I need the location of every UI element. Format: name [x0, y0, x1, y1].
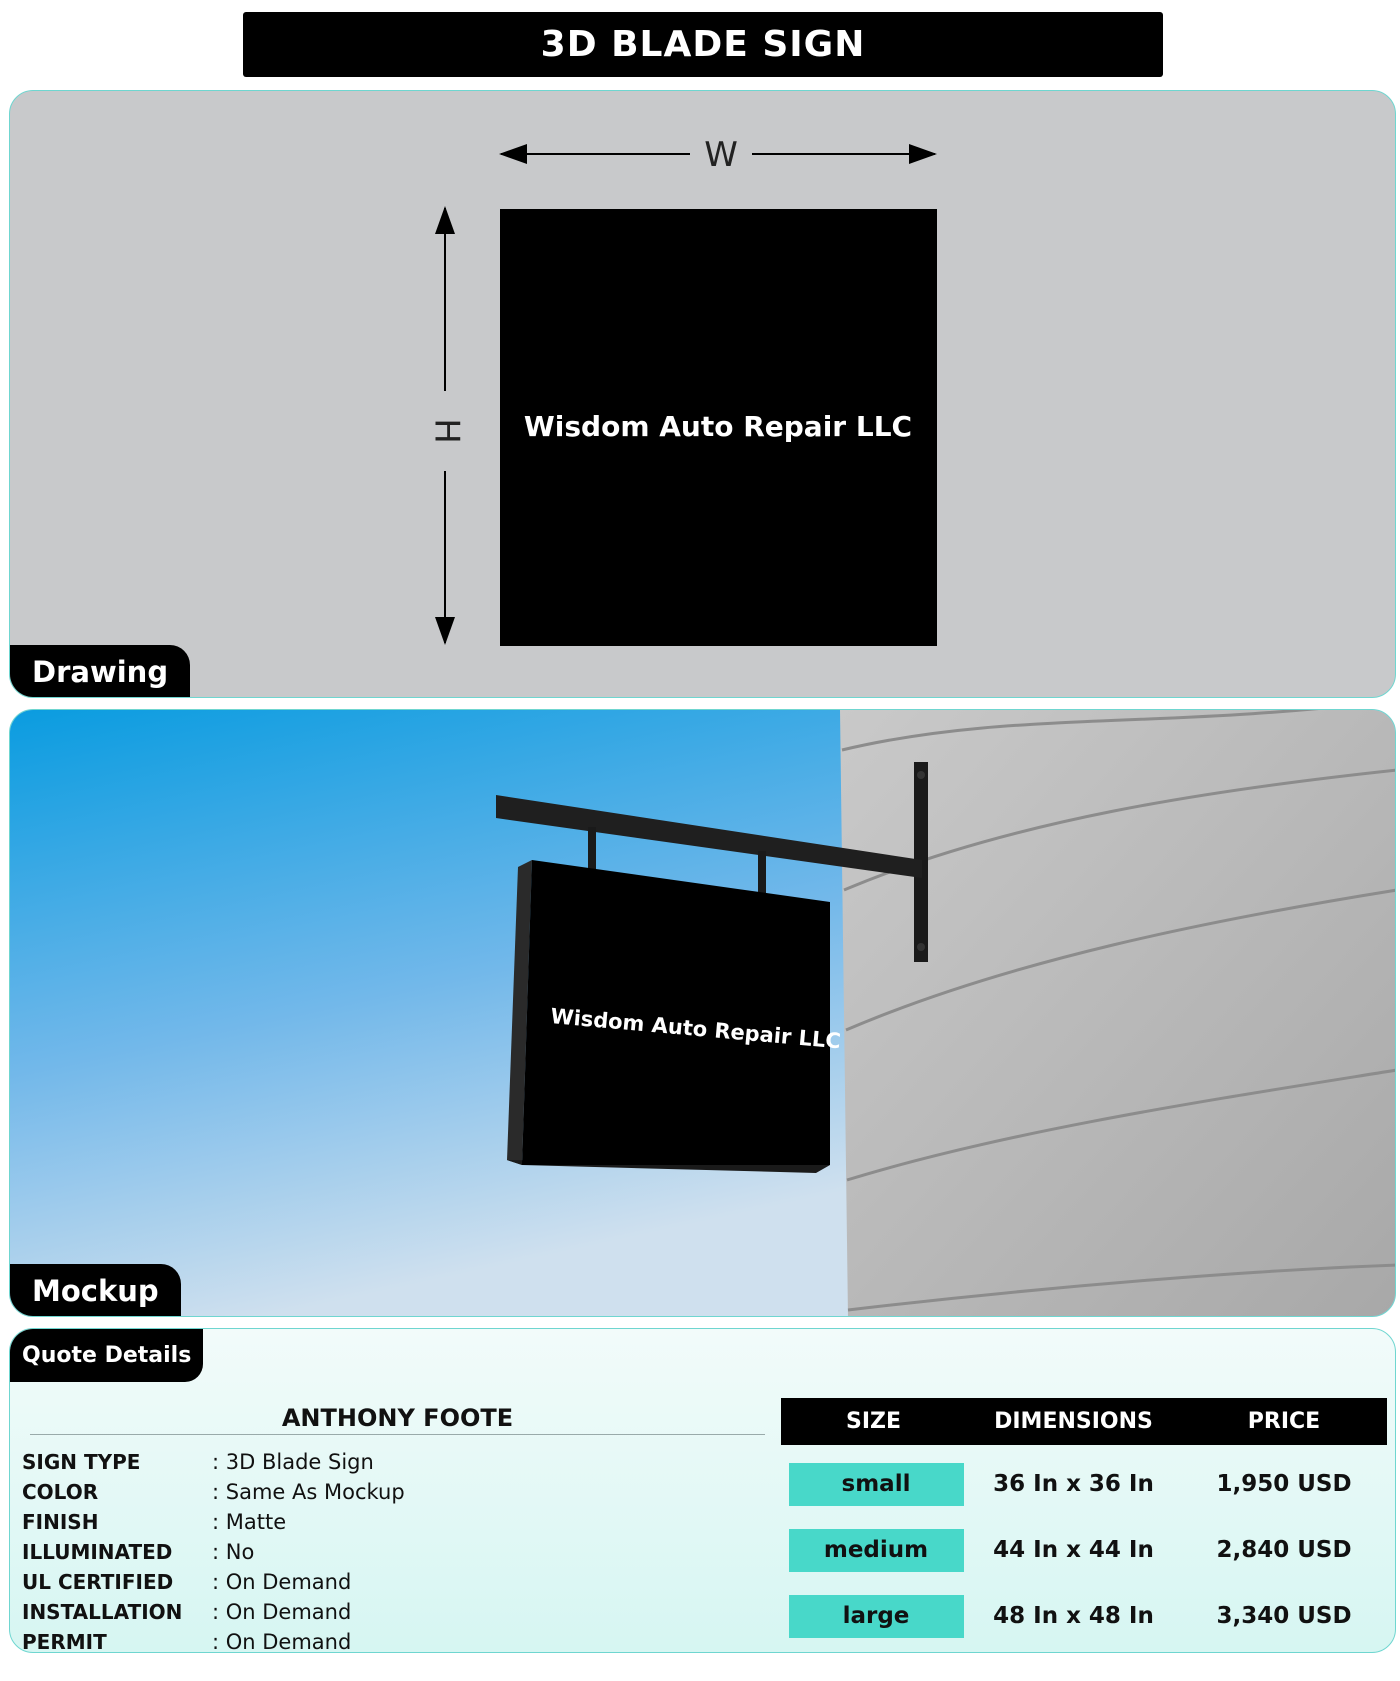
table-row [781, 1451, 1387, 1517]
spec-label: ILLUMINATED [22, 1540, 173, 1564]
spec-list [22, 1447, 405, 1653]
sign-mockup-text: Wisdom Auto Repair LLC [549, 1004, 842, 1054]
spec-value: : Same As Mockup [212, 1480, 405, 1504]
dimensions-cell: 36 In x 36 In [993, 1471, 1154, 1497]
dimension-drawing [10, 91, 1396, 698]
price-cell: 3,340 USD [1216, 1603, 1352, 1629]
spec-value: : On Demand [212, 1600, 352, 1624]
mockup-scene [10, 710, 1396, 1317]
spec-value: : No [212, 1540, 255, 1564]
quote-details-tab: Quote Details [10, 1329, 203, 1382]
price-table [781, 1398, 1387, 1649]
spec-value: : On Demand [212, 1570, 352, 1594]
spec-row [22, 1507, 405, 1537]
dimensions-cell: 44 In x 44 In [993, 1537, 1154, 1563]
spec-label: UL CERTIFIED [22, 1570, 174, 1594]
drawing-label: Drawing [10, 645, 190, 697]
spec-row [22, 1537, 405, 1567]
size-badge: medium [789, 1529, 964, 1572]
size-badge: large [789, 1595, 964, 1638]
spec-row [22, 1477, 405, 1507]
header-price: PRICE [1247, 1409, 1321, 1434]
page-title-bar [243, 12, 1163, 77]
spec-row [22, 1627, 405, 1653]
spec-value: : Matte [212, 1510, 287, 1534]
mockup-panel [9, 709, 1396, 1317]
height-marker: H [426, 418, 467, 444]
header-dimensions: DIMENSIONS [994, 1409, 1153, 1434]
spec-label: SIGN TYPE [22, 1450, 141, 1474]
header-size: SIZE [845, 1409, 901, 1434]
spec-row [22, 1447, 405, 1477]
price-cell: 1,950 USD [1216, 1471, 1352, 1497]
price-table-header [781, 1398, 1387, 1445]
mockup-label: Mockup [10, 1264, 181, 1316]
quote-panel [9, 1328, 1396, 1653]
price-cell: 2,840 USD [1216, 1537, 1352, 1563]
spec-value: : 3D Blade Sign [212, 1450, 374, 1474]
spec-label: FINISH [22, 1510, 99, 1534]
customer-divider [30, 1434, 765, 1435]
dimensions-cell: 48 In x 48 In [993, 1603, 1154, 1629]
width-marker: W [704, 135, 738, 175]
table-row [781, 1583, 1387, 1649]
customer-name: ANTHONY FOOTE [281, 1404, 514, 1432]
drawing-panel [9, 90, 1396, 698]
spec-label: INSTALLATION [22, 1600, 183, 1624]
spec-row [22, 1597, 405, 1627]
table-row [781, 1517, 1387, 1583]
size-badge: small [789, 1463, 964, 1506]
spec-label: PERMIT [22, 1630, 107, 1653]
spec-row [22, 1567, 405, 1597]
page-title: 3D BLADE SIGN [540, 24, 866, 65]
spec-value: : On Demand [212, 1630, 352, 1653]
sign-drawing-text: Wisdom Auto Repair LLC [523, 410, 913, 443]
spec-label: COLOR [22, 1480, 99, 1504]
